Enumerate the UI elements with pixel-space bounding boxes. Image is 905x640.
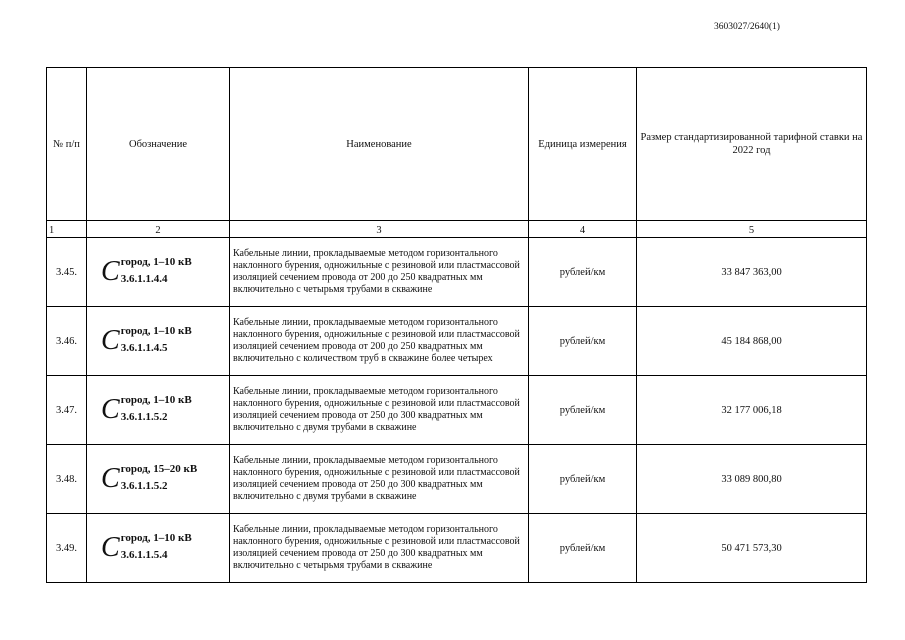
header-name: Наименование: [230, 68, 529, 221]
symbol-subscript: 3.6.1.1.5.2: [120, 411, 168, 423]
symbol-subscript: 3.6.1.1.4.5: [120, 342, 168, 354]
table-row: [47, 445, 867, 514]
header-row: [47, 68, 867, 221]
symbol-letter: C: [101, 394, 120, 425]
table-row: [47, 238, 867, 307]
description-cell: Кабельные линии, прокладываемые методом горизонтального наклонного бурения, одножильные с резиновой или пластмассовой изоляцией сечением провода от 200 до 250 квадратных мм включительно с количеством труб в скважине более четырех: [230, 307, 529, 376]
table-row: [47, 307, 867, 376]
rate-value-cell: 33 089 800,80: [637, 445, 867, 514]
tariff-symbol: [87, 396, 229, 424]
rate-value-cell: 50 471 573,30: [637, 514, 867, 583]
tariff-symbol: [87, 465, 229, 493]
row-number: 3.46.: [47, 307, 87, 376]
tariff-symbol: [87, 534, 229, 562]
symbol-letter: C: [101, 463, 120, 494]
header-num: № п/п: [47, 68, 87, 221]
unit-cell: рублей/км: [529, 238, 637, 307]
symbol-letter: C: [101, 532, 120, 563]
column-index: 1: [47, 221, 87, 238]
symbol-letter: C: [101, 325, 120, 356]
rate-value-cell: 33 847 363,00: [637, 238, 867, 307]
unit-cell: рублей/км: [529, 514, 637, 583]
unit-cell: рублей/км: [529, 307, 637, 376]
symbol-subscript: 3.6.1.1.5.2: [120, 480, 168, 492]
unit-cell: рублей/км: [529, 445, 637, 514]
designation-cell: [87, 376, 230, 445]
row-number: 3.49.: [47, 514, 87, 583]
header-rate: Размер стандартизированной тарифной ставки на 2022 год: [637, 68, 867, 221]
document-number: 3603027/2640(1): [714, 22, 780, 32]
designation-cell: [87, 514, 230, 583]
row-number: 3.48.: [47, 445, 87, 514]
unit-cell: рублей/км: [529, 376, 637, 445]
designation-cell: [87, 445, 230, 514]
description-cell: Кабельные линии, прокладываемые методом горизонтального наклонного бурения, одножильные с резиновой или пластмассовой изоляцией сечением провода от 200 до 250 квадратных мм включительно с четырьмя трубами в скважине: [230, 238, 529, 307]
rate-value-cell: 32 177 006,18: [637, 376, 867, 445]
symbol-superscript: город, 15–20 кВ: [120, 463, 198, 475]
designation-cell: [87, 238, 230, 307]
header-unit: Единица измерения: [529, 68, 637, 221]
symbol-superscript: город, 1–10 кВ: [120, 256, 192, 268]
column-index: 4: [529, 221, 637, 238]
header-designation: Обозначение: [87, 68, 230, 221]
column-index: 3: [230, 221, 529, 238]
row-number: 3.47.: [47, 376, 87, 445]
symbol-superscript: город, 1–10 кВ: [120, 394, 192, 406]
tariff-table: [46, 67, 867, 583]
tariff-symbol: [87, 327, 229, 355]
column-index: 5: [637, 221, 867, 238]
designation-cell: [87, 307, 230, 376]
tariff-symbol: [87, 258, 229, 286]
description-cell: Кабельные линии, прокладываемые методом горизонтального наклонного бурения, одножильные с резиновой или пластмассовой изоляцией сечением провода от 250 до 300 квадратных мм включительно с четырьмя трубами в скважине: [230, 514, 529, 583]
rate-value-cell: 45 184 868,00: [637, 307, 867, 376]
symbol-superscript: город, 1–10 кВ: [120, 325, 192, 337]
table-row: [47, 514, 867, 583]
column-index-row: [47, 221, 867, 238]
symbol-superscript: город, 1–10 кВ: [120, 532, 192, 544]
table-row: [47, 376, 867, 445]
symbol-letter: C: [101, 256, 120, 287]
column-index: 2: [87, 221, 230, 238]
symbol-subscript: 3.6.1.1.5.4: [120, 549, 168, 561]
symbol-subscript: 3.6.1.1.4.4: [120, 273, 168, 285]
description-cell: Кабельные линии, прокладываемые методом горизонтального наклонного бурения, одножильные с резиновой или пластмассовой изоляцией сечением провода от 250 до 300 квадратных мм включительно с двумя трубами в скважине: [230, 445, 529, 514]
description-cell: Кабельные линии, прокладываемые методом горизонтального наклонного бурения, одножильные с резиновой или пластмассовой изоляцией сечением провода от 250 до 300 квадратных мм включительно с двумя трубами в скважине: [230, 376, 529, 445]
row-number: 3.45.: [47, 238, 87, 307]
